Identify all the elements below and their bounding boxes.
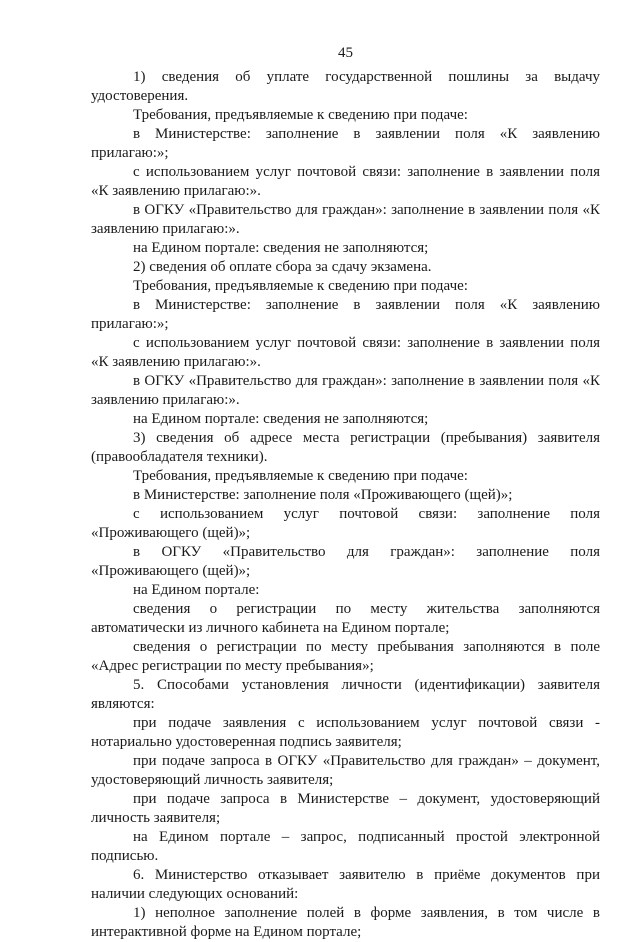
- paragraph: Требования, предъявляемые к сведению при подаче:: [133, 278, 468, 294]
- paragraph: в Министерстве: заполнение в заявлении поля «К заявлению прилагаю:»;: [91, 126, 600, 161]
- paragraph: 6. Министерство отказывает заявителю в приёме документов при наличии следующих оснований:: [91, 867, 600, 902]
- paragraph: сведения о регистрации по месту пребывания заполняются в поле «Адрес регистрации по месту пребывания»;: [91, 639, 600, 674]
- paragraph: 2) сведения об оплате сбора за сдачу экзамена.: [133, 259, 432, 275]
- paragraph: сведения о регистрации по месту жительства заполняются автоматически из личного кабинета на Едином портале;: [91, 601, 600, 636]
- paragraph: 1) неполное заполнение полей в форме заявления, в том числе в интерактивной форме на Едином портале;: [91, 905, 600, 940]
- paragraph: с использованием услуг почтовой связи: заполнение в заявлении поля «К заявлению прилагаю:».: [91, 164, 600, 199]
- paragraph: на Едином портале: сведения не заполняются;: [133, 240, 429, 256]
- paragraph: на Едином портале: сведения не заполняются;: [133, 411, 429, 427]
- paragraph: с использованием услуг почтовой связи: заполнение поля «Проживающего (щей)»;: [91, 506, 600, 541]
- paragraph: с использованием услуг почтовой связи: заполнение в заявлении поля «К заявлению прилагаю:».: [91, 335, 600, 370]
- paragraph: 5. Способами установления личности (идентификации) заявителя являются:: [91, 677, 600, 712]
- paragraph: при подаче запроса в Министерстве – документ, удостоверяющий личность заявителя;: [91, 791, 600, 826]
- paragraph: в Министерстве: заполнение поля «Проживающего (щей)»;: [133, 487, 513, 503]
- paragraph: в ОГКУ «Правительство для граждан»: заполнение в заявлении поля «К заявлению прилагаю:».: [91, 373, 600, 408]
- paragraph: при подаче запроса в ОГКУ «Правительство для граждан» – документ, удостоверяющий личность заявителя;: [91, 753, 600, 788]
- paragraph: Требования, предъявляемые к сведению при подаче:: [133, 468, 468, 484]
- paragraph: на Едином портале:: [133, 582, 260, 598]
- document-body: [91, 68, 600, 942]
- page-number: 45: [338, 45, 353, 61]
- paragraph: на Едином портале – запрос, подписанный простой электронной подписью.: [91, 829, 600, 864]
- paragraph: 3) сведения об адресе места регистрации (пребывания) заявителя (правообладателя техники).: [91, 430, 600, 465]
- paragraph: в Министерстве: заполнение в заявлении поля «К заявлению прилагаю:»;: [91, 297, 600, 332]
- paragraph: при подаче заявления с использованием услуг почтовой связи - нотариально удостоверенная подпись заявителя;: [91, 715, 600, 750]
- paragraph: в ОГКУ «Правительство для граждан»: заполнение в заявлении поля «К заявлению прилагаю:».: [91, 202, 600, 237]
- paragraph: 1) сведения об уплате государственной пошлины за выдачу удостоверения.: [91, 69, 600, 104]
- paragraph: Требования, предъявляемые к сведению при подаче:: [133, 107, 468, 123]
- paragraph: в ОГКУ «Правительство для граждан»: заполнение поля «Проживающего (щей)»;: [91, 544, 600, 579]
